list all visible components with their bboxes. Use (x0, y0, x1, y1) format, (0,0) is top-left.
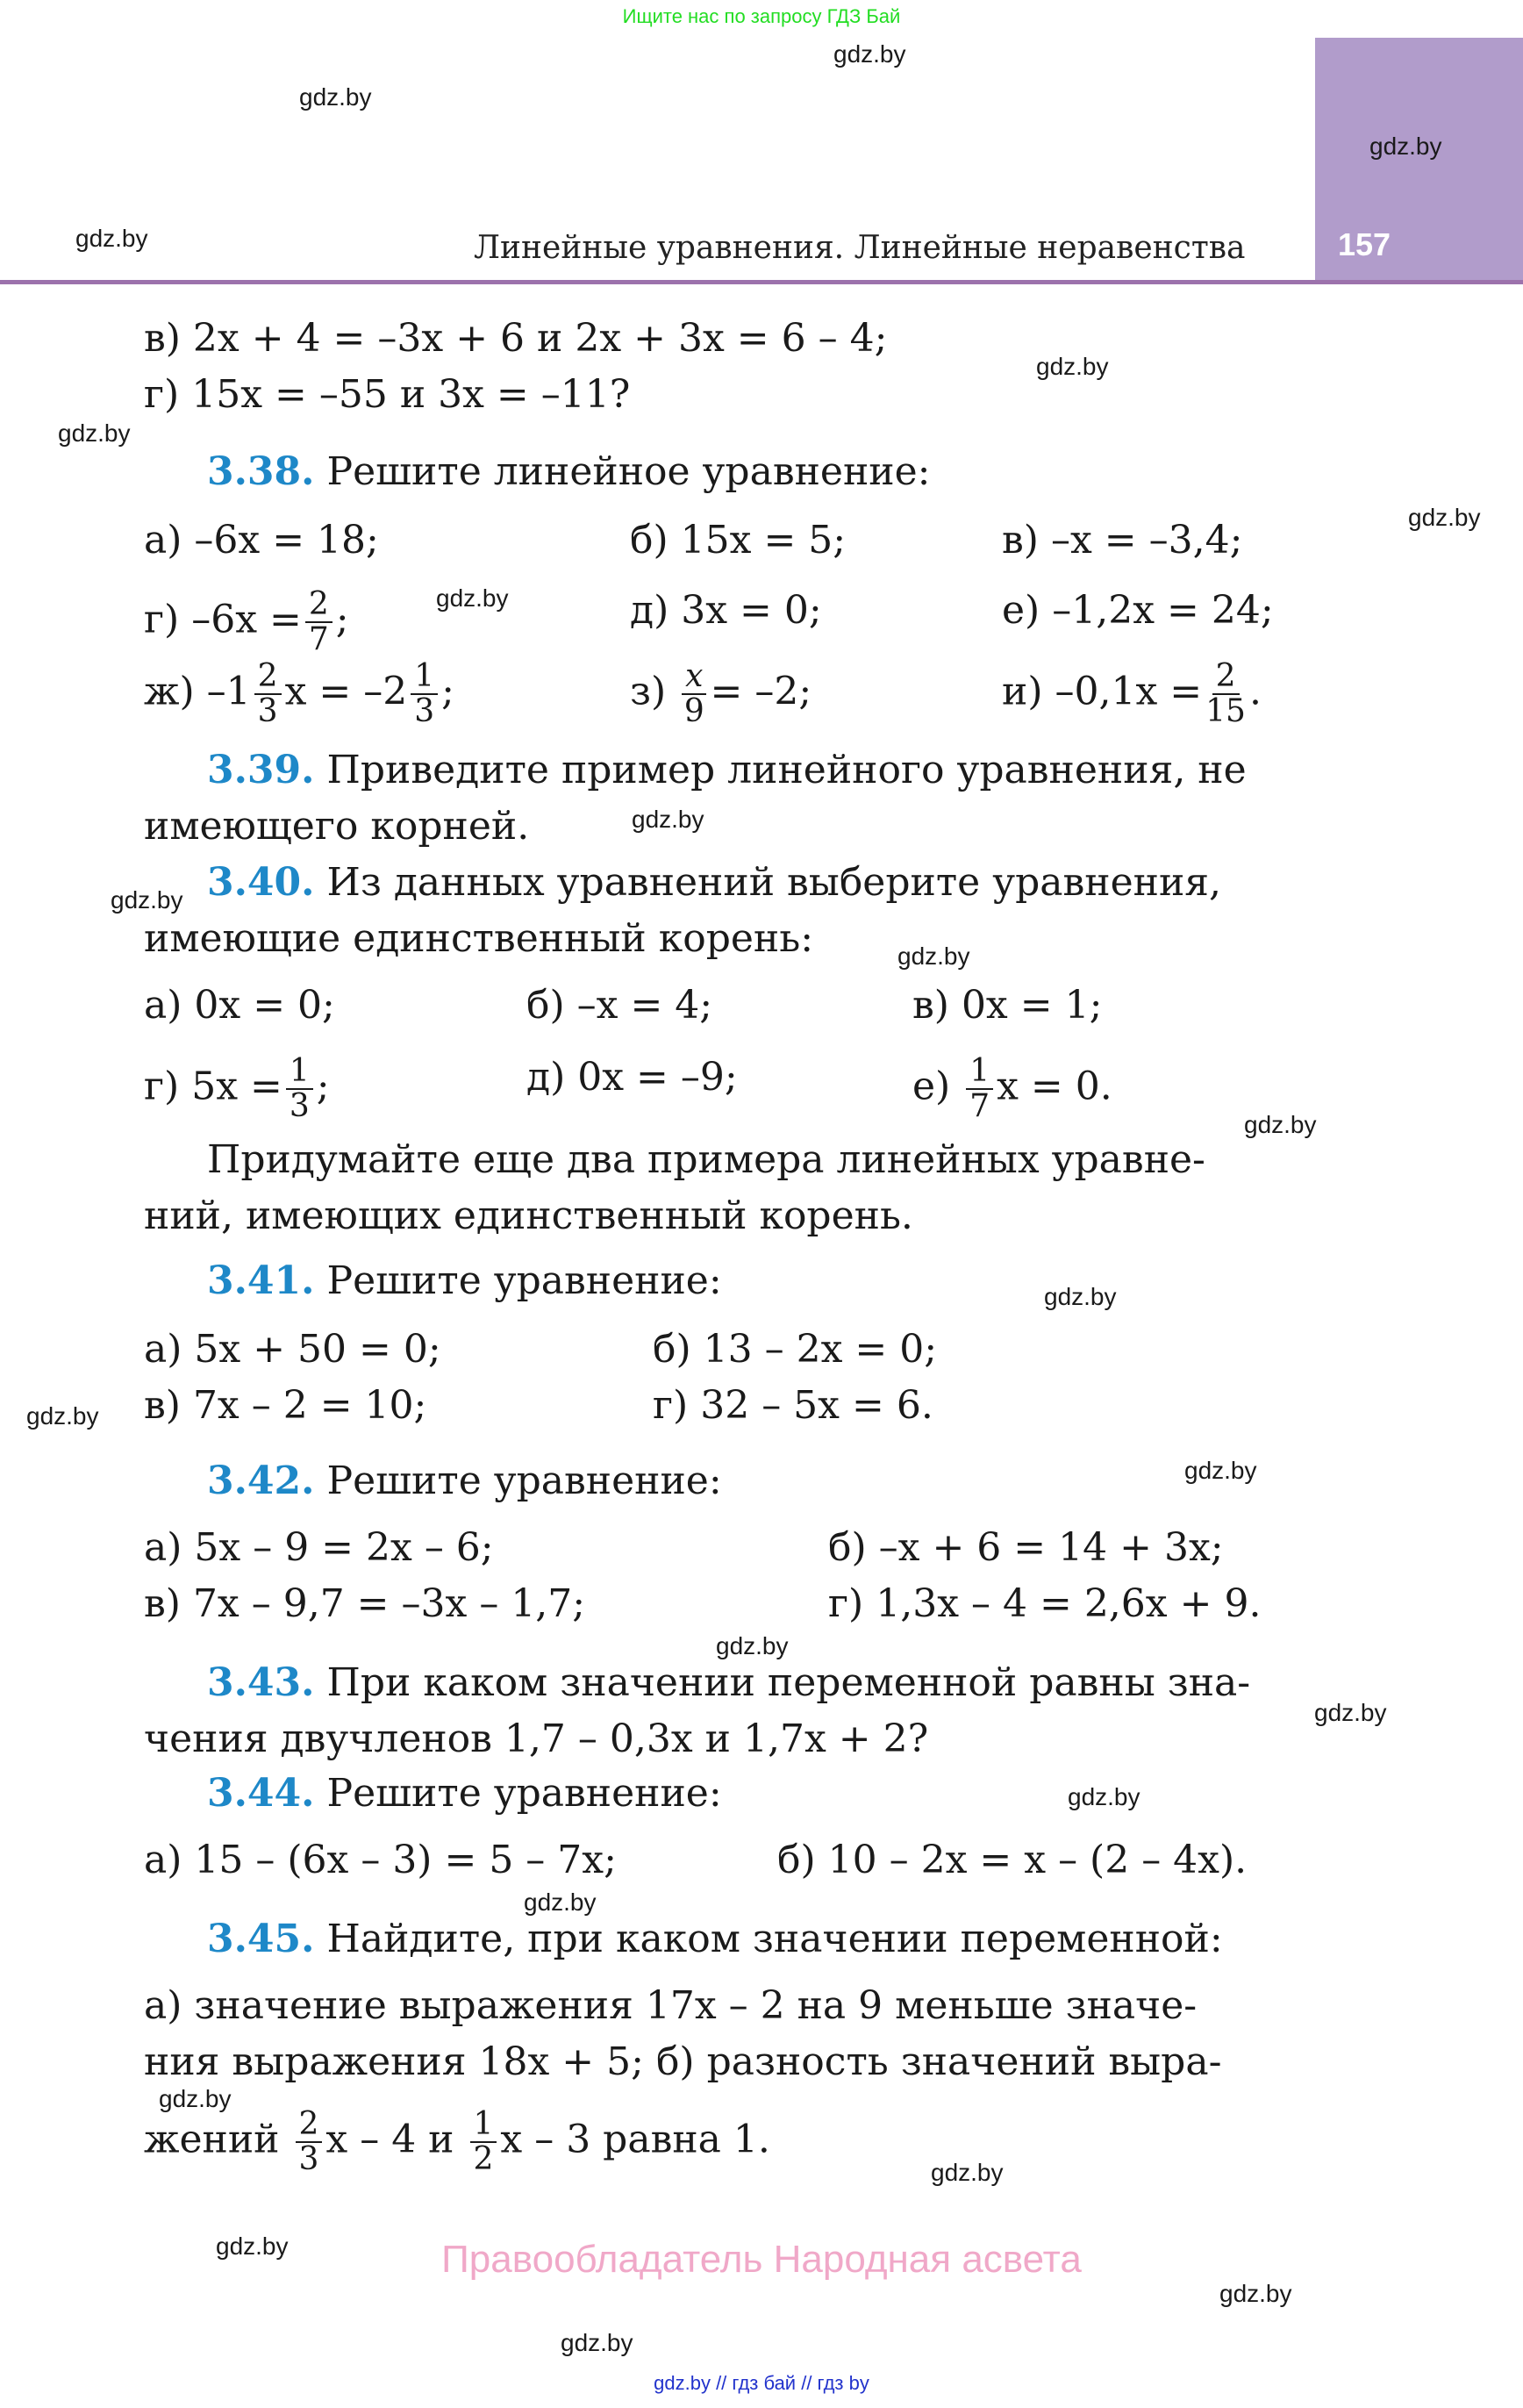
item: в) 7x – 2 = 10; (144, 1383, 427, 1428)
watermark: gdz.by (833, 40, 906, 68)
exercise-3-40-followup2: ний, имеющих единственный корень. (144, 1193, 913, 1238)
exercise-3-38-title (207, 449, 930, 495)
watermark: gdz.by (1408, 504, 1481, 531)
top-search-note: Ищите нас по запросу ГДЗ Бай (622, 5, 901, 27)
exercise-3-45-title: 3.45. Найдите, при каком значении переменной: (207, 1917, 1223, 1961)
watermark: gdz.by (75, 225, 148, 252)
item: е) $\frac{1}{7}$ x = 0. (912, 1053, 1112, 1124)
item: д) 3x = 0; (630, 588, 822, 633)
continuation-v: в) 2x + 4 = –3x + 6 и 2x + 3x = 6 – 4; (144, 316, 888, 361)
page-number: 157 (1338, 226, 1391, 262)
item: б) –x + 6 = 14 + 3x; (828, 1525, 1224, 1570)
exercise-3-45-line1: а) значение выражения 17x – 2 на 9 меньше значе- (144, 1983, 1198, 2028)
copyright-notice: Правообладатель Народная асвета (441, 2238, 1082, 2281)
watermark: gdz.by (716, 1632, 789, 1659)
item: а) 5x – 9 = 2x – 6; (144, 1525, 494, 1570)
exercise-3-42-title: 3.42. Решите уравнение: (207, 1458, 722, 1503)
exercise-3-40-line2: имеющие единственный корень: (144, 916, 814, 961)
watermark: gdz.by (632, 806, 704, 833)
item: е) –1,2x = 24; (1002, 588, 1274, 633)
item: г) 32 – 5x = 6. (653, 1383, 933, 1428)
footer-links[interactable]: gdz.by // гдз бай // гдз by (654, 2372, 869, 2394)
item: в) 7x – 9,7 = –3x – 1,7; (144, 1581, 586, 1626)
item: а) 0x = 0; (144, 983, 335, 1028)
item: г) –6x = $\frac{2}{7}$ ; (144, 586, 349, 657)
watermark: gdz.by (1314, 1699, 1387, 1726)
exercise-number: 3.38. (207, 449, 315, 494)
exercise-3-39-title: 3.39. Приведите пример линейного уравнения, не (207, 748, 1247, 792)
watermark: gdz.by (1036, 353, 1109, 380)
fraction: $\frac{2}{7}$ (305, 588, 332, 656)
exercise-3-45-line2: ния выражения 18x + 5; б) разность значений выра- (144, 2039, 1222, 2084)
item: г) 5x = $\frac{1}{3}$ ; (144, 1053, 330, 1124)
item: б) 10 – 2x = x – (2 – 4x). (777, 1838, 1248, 1882)
watermark: gdz.by (26, 1402, 99, 1430)
watermark: gdz.by (931, 2159, 1004, 2186)
watermark: gdz.by (1244, 1111, 1317, 1138)
exercise-3-43-title: 3.43. При каком значении переменной равны зна- (207, 1660, 1251, 1705)
item: ж) –1 $\frac{2}{3}$ x = –2 $\frac{1}{3}$ ; (144, 658, 454, 729)
watermark: gdz.by (1068, 1783, 1140, 1810)
exercise-3-43-line2: чения двучленов 1,7 – 0,3x и 1,7x + 2? (144, 1716, 929, 1761)
exercise-3-44-title: 3.44. Решите уравнение: (207, 1771, 722, 1816)
item: д) 0x = –9; (526, 1055, 738, 1100)
exercise-prompt: Решите линейное уравнение: (326, 449, 931, 494)
watermark: gdz.by (524, 1888, 597, 1916)
item: и) –0,1x = $\frac{2}{15}$ . (1002, 658, 1262, 729)
running-title: Линейные уравнения. Линейные неравенства (474, 230, 1246, 266)
item: в) –x = –3,4; (1002, 518, 1243, 563)
exercise-3-40-title: 3.40. Из данных уравнений выберите уравнения, (207, 860, 1222, 905)
item: з) $\frac{x}{9}$ = –2; (630, 658, 812, 729)
item: а) 15 – (6x – 3) = 5 – 7x; (144, 1838, 617, 1882)
item: в) 0x = 1; (912, 983, 1103, 1028)
watermark: gdz.by (216, 2232, 289, 2260)
item: б) 15x = 5; (630, 518, 847, 563)
watermark: gdz.by (561, 2329, 633, 2356)
exercise-3-45-line3: жений $\frac{2}{3}$ x – 4 и $\frac{1}{2}$ x – 3 равна 1. (144, 2106, 770, 2177)
exercise-3-39-line2: имеющего корней. (144, 804, 530, 849)
header-divider (0, 280, 1523, 284)
watermark: gdz.by (436, 584, 509, 612)
watermark: gdz.by (58, 419, 131, 447)
item: г) 1,3x – 4 = 2,6x + 9. (828, 1581, 1262, 1626)
watermark: gdz.by (1044, 1283, 1117, 1310)
watermark: gdz.by (111, 886, 183, 914)
watermark: gdz.by (1219, 2280, 1292, 2307)
continuation-g: г) 15x = –55 и 3x = –11? (144, 372, 631, 417)
watermark: gdz.by (299, 83, 372, 111)
item: а) –6x = 18; (144, 518, 379, 563)
item: а) 5x + 50 = 0; (144, 1327, 441, 1372)
watermark: gdz.by (897, 942, 970, 970)
watermark: gdz.by (1184, 1457, 1257, 1484)
exercise-3-40-followup1: Придумайте еще два примера линейных уравне- (207, 1137, 1205, 1182)
watermark: gdz.by (159, 2085, 232, 2112)
item: б) 13 – 2x = 0; (653, 1327, 938, 1372)
item: б) –x = 4; (526, 983, 713, 1028)
watermark: gdz.by (1369, 133, 1442, 160)
exercise-3-41-title: 3.41. Решите уравнение: (207, 1258, 722, 1303)
